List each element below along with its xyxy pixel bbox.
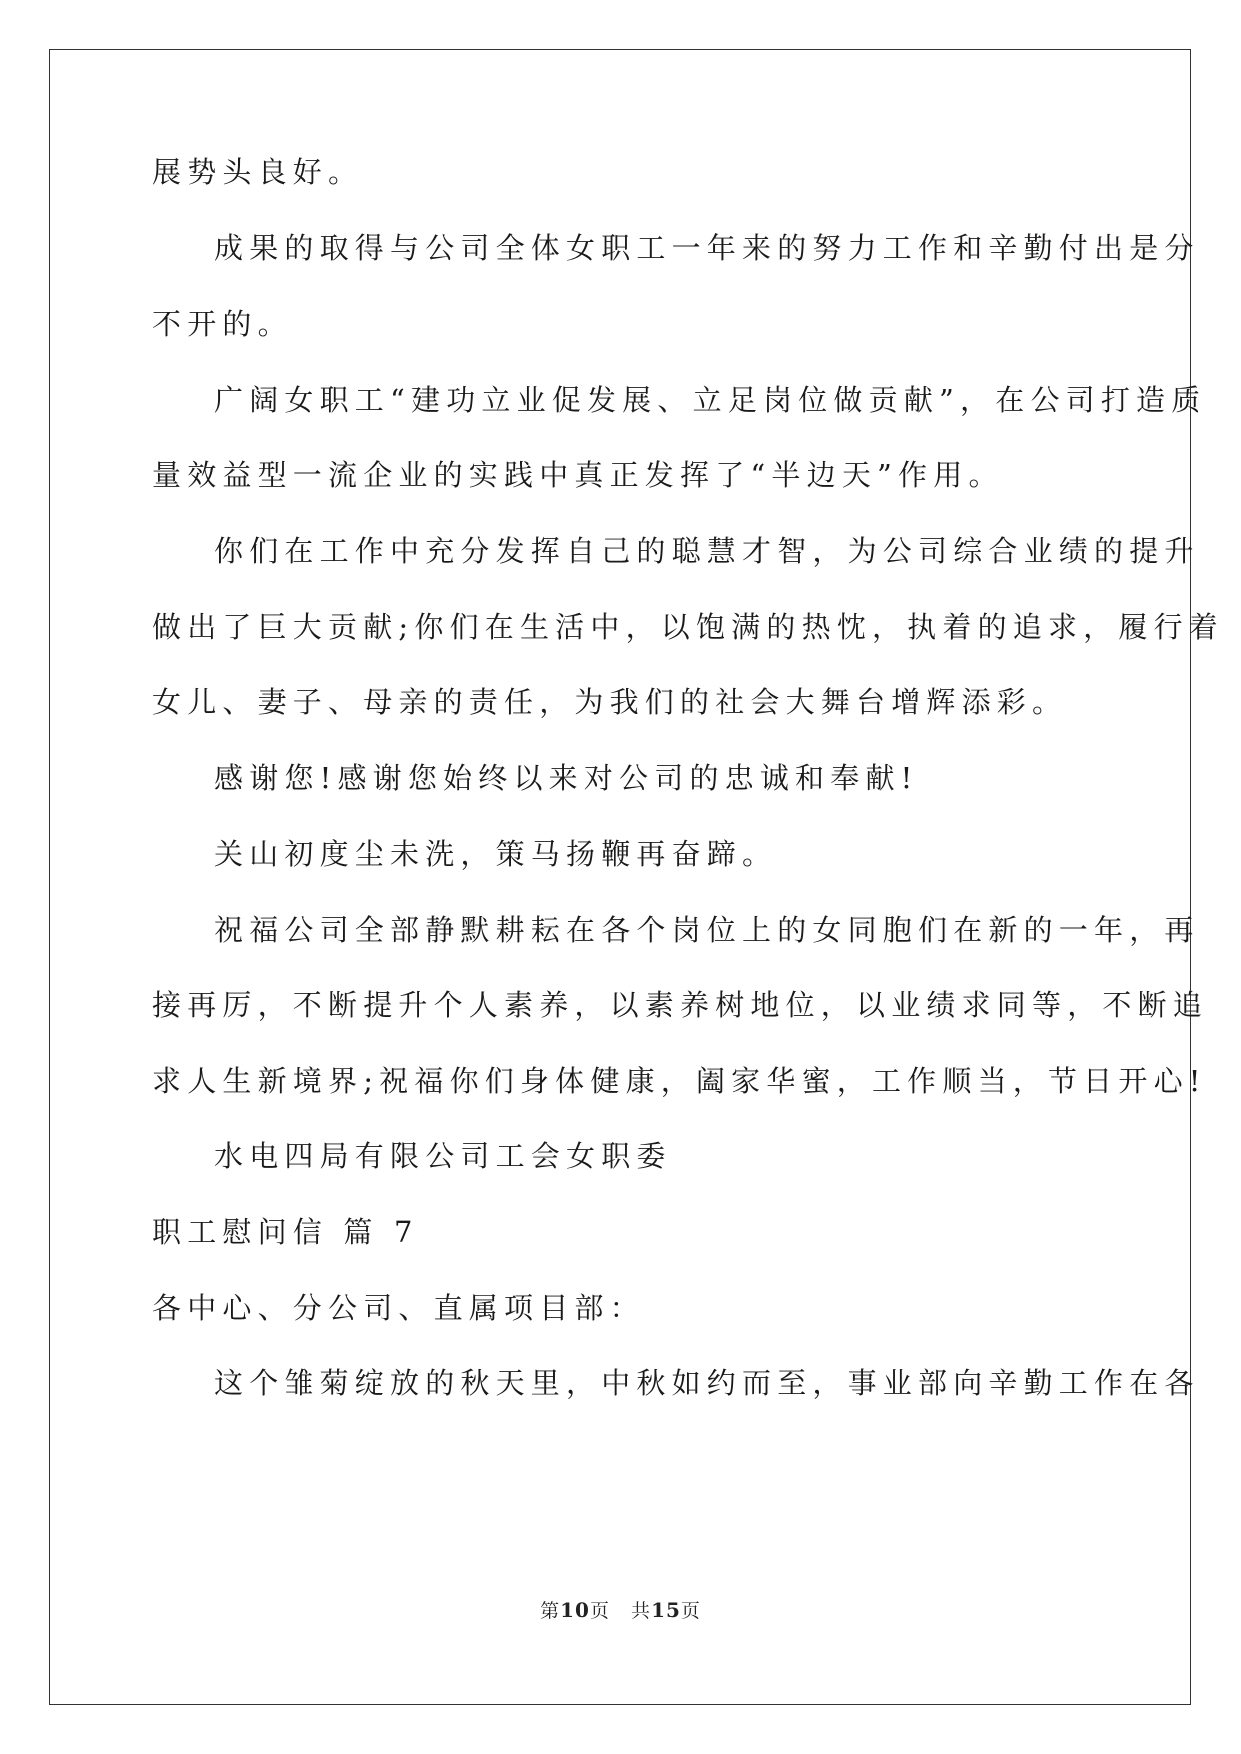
text-line: 成果的取得与公司全体女职工一年来的努力工作和辛勤付出是分	[214, 231, 1200, 265]
section-heading: 职工慰问信 篇 7	[152, 1215, 419, 1249]
footer-suffix: 页	[680, 1600, 701, 1622]
text-line: 广阔女职工“建功立业促发展、立足岗位做贡献”，在公司打造质	[214, 383, 1207, 417]
text-line: 女儿、妻子、母亲的责任，为我们的社会大舞台增辉添彩。	[152, 685, 1068, 719]
footer-prefix: 第	[540, 1600, 561, 1622]
text-line: 量效益型一流企业的实践中真正发挥了“半边天”作用。	[152, 458, 1004, 492]
text-line: 关山初度尘未洗，策马扬鞭再奋蹄。	[214, 837, 778, 871]
page-footer	[0, 1596, 1241, 1623]
text-line: 做出了巨大贡献;你们在生活中，以饱满的热忱，执着的追求，履行着	[152, 610, 1224, 644]
text-line: 求人生新境界;祝福你们身体健康，阖家华蜜，工作顺当，节日开心!	[152, 1064, 1207, 1098]
text-line: 接再厉，不断提升个人素养，以素养树地位，以业绩求同等，不断追	[152, 988, 1209, 1022]
text-line: 展势头良好。	[152, 155, 364, 189]
text-line: 祝福公司全部静默耕耘在各个岗位上的女同胞们在新的一年，再	[214, 913, 1200, 947]
text-line: 这个雏菊绽放的秋天里，中秋如约而至，事业部向辛勤工作在各	[214, 1366, 1200, 1400]
text-line: 感谢您!感谢您始终以来对公司的忠诚和奉献!	[214, 761, 919, 795]
total-pages-number: 15	[651, 1598, 681, 1622]
salutation: 各中心、分公司、直属项目部：	[152, 1291, 645, 1325]
text-line: 不开的。	[152, 307, 293, 341]
signature-line: 水电四局有限公司工会女职委	[214, 1139, 672, 1173]
page-border	[49, 49, 1191, 1705]
text-line: 你们在工作中充分发挥自己的聪慧才智，为公司综合业绩的提升	[214, 534, 1200, 568]
footer-middle: 页 共	[589, 1600, 652, 1622]
current-page-number: 10	[560, 1598, 590, 1622]
